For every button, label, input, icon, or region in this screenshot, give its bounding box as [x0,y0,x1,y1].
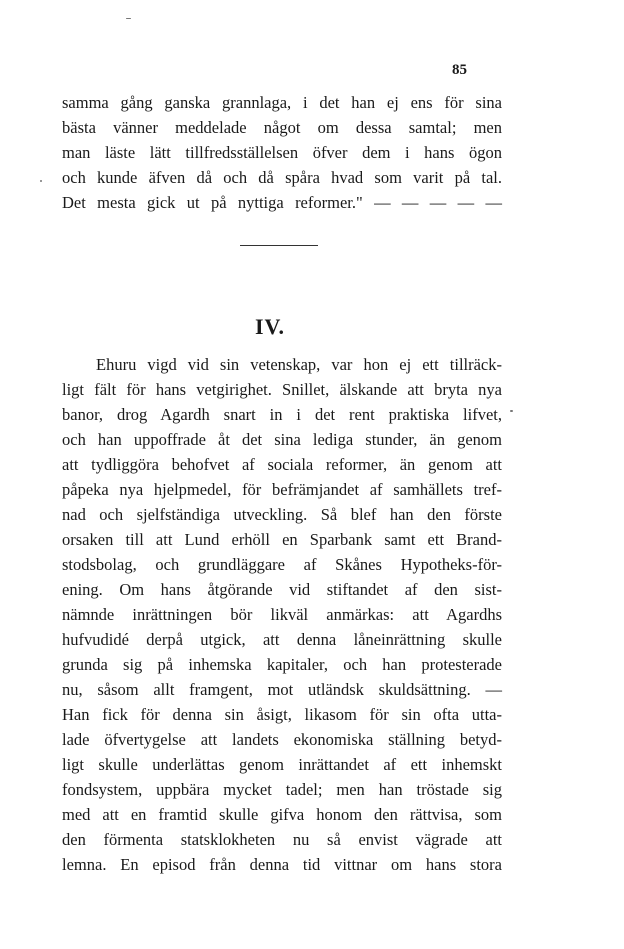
text-line: lemna. En episod från denna tid vittnar om hans stora [62,855,502,874]
text-line: samma gång ganska grannlaga, i det han ej ens för sina [62,93,502,112]
text-line: nad och sjelfständiga utveckling. Så blef han den förste [62,505,502,524]
text-line: nämnde inrättningen bör likväl anmärkas: att Agardhs [62,605,502,624]
section-divider [240,245,318,246]
text-line: man läste lätt tillfredsställelsen öfver dem i hans ögon [62,143,502,162]
text-line: Det mesta gick ut på nyttiga reformer." — — — — — [62,193,502,212]
print-speck [126,18,131,19]
text-line: grunda sig på inhemska kapitaler, och han protesterade [62,655,502,674]
print-speck [510,410,513,412]
print-speck [40,180,42,182]
text-line: nu, såsom allt framgent, mot utländsk skuldsättning. — [62,680,502,699]
text-line: fondsystem, uppbära mycket tadel; men han tröstade sig [62,780,502,799]
text-line: ening. Om hans åtgörande vid stiftandet af den sist- [62,580,502,599]
text-line: hufvudidé derpå utgick, att denna låneinrättning skulle [62,630,502,649]
text-line: den förmenta statsklokheten nu så envist vägrade att [62,830,502,849]
text-line: lade öfvertygelse att landets ekonomiska ställning betyd- [62,730,502,749]
chapter-heading: IV. [254,314,286,339]
text-line: och kunde äfven då och då spåra hvad som varit på tal. [62,168,502,187]
text-line: och han uppoffrade åt det sina lediga stunder, än genom [62,430,502,449]
text-line: orsaken till att Lund erhöll en Sparbank samt ett Brand- [62,530,502,549]
text-line: banor, drog Agardh snart in i det rent praktiska lifvet, [62,405,502,424]
text-line: att tydliggöra behofvet af sociala reformer, än genom att [62,455,502,474]
text-line: bästa vänner meddelade något om dessa samtal; men [62,118,502,137]
text-line: med att en framtid skulle gifva honom den rättvisa, som [62,805,502,824]
text-line: ligt fält för hans vetgirighet. Snillet, älskande att bryta nya [62,380,502,399]
text-line: Han fick för denna sin åsigt, likasom för sin ofta utta- [62,705,502,724]
text-line: ligt skulle underlättas genom inrättandet af ett inhemskt [62,755,502,774]
text-line: påpeka nya hjelpmedel, för befrämjandet af samhällets tref- [62,480,502,499]
text-line: Ehuru vigd vid sin vetenskap, var hon ej ett tillräck- [96,355,502,374]
text-line: stodsbolag, och grundläggare af Skånes Hypotheks-för- [62,555,502,574]
page-number: 85 [452,62,467,78]
